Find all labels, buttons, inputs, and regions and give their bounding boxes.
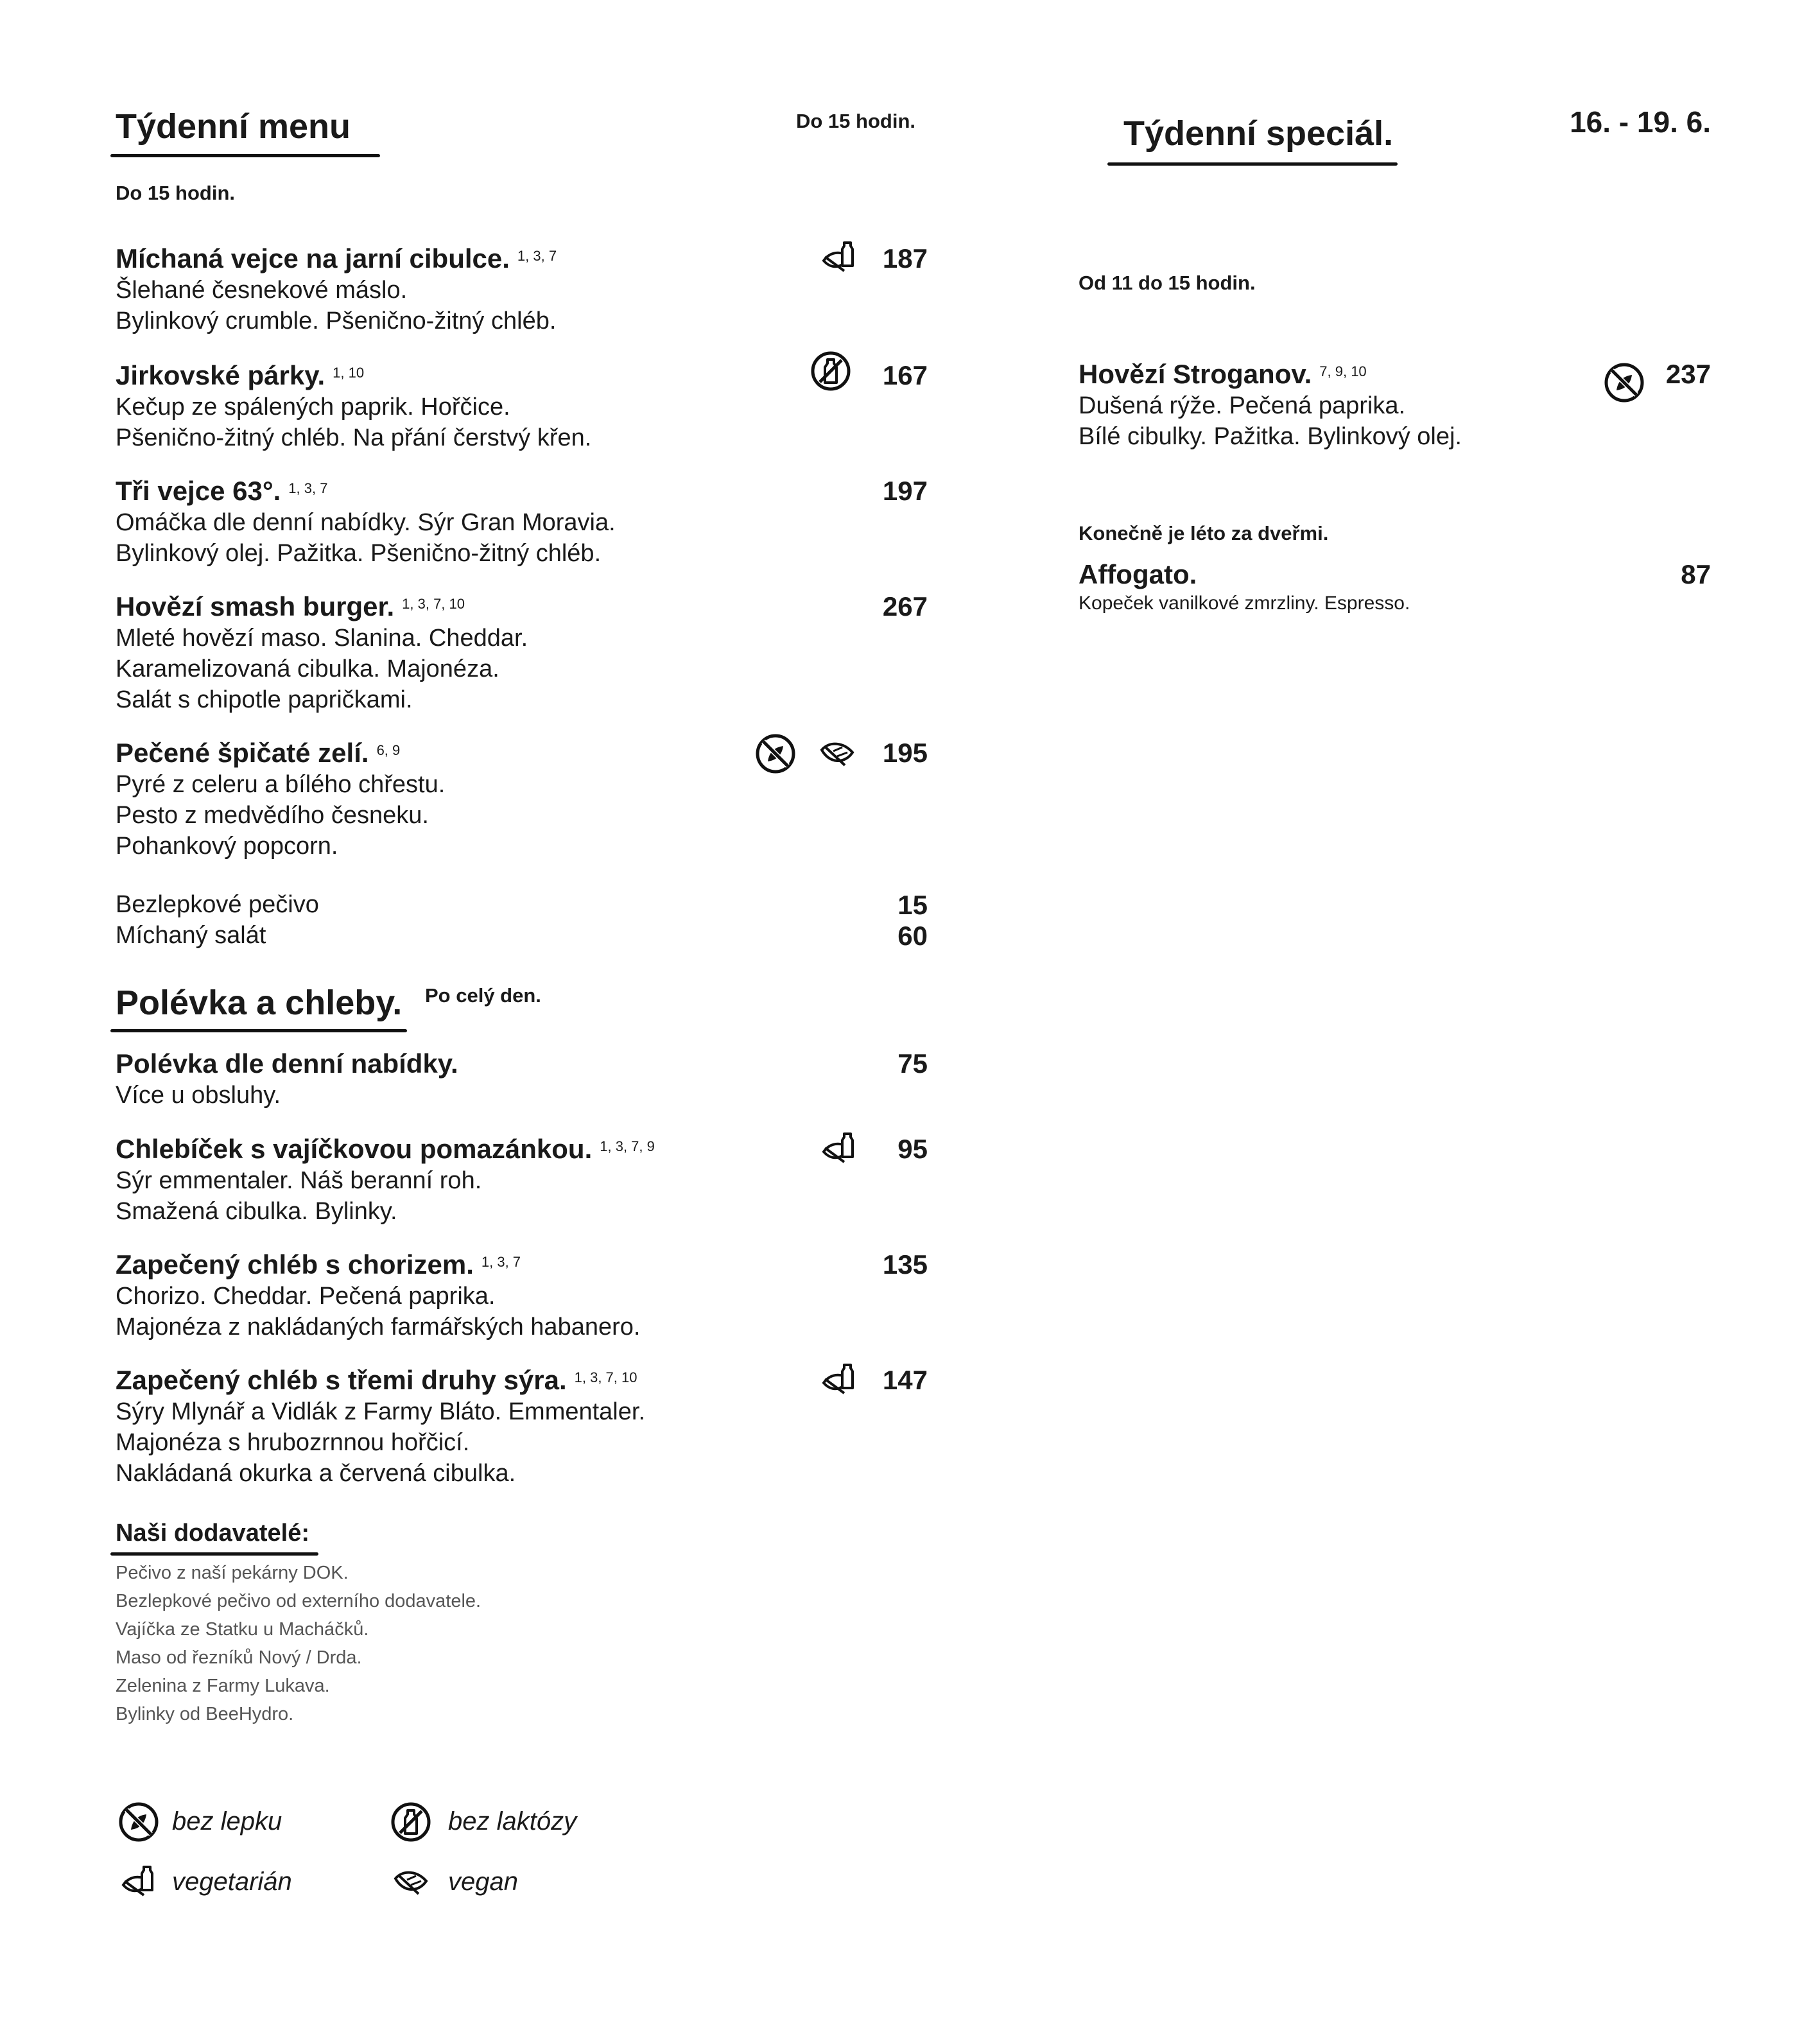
dessert-price: 87 — [1681, 559, 1711, 589]
menu-item-name: Polévka dle denní nabídky. — [116, 1048, 458, 1079]
menu-item-name: Míchaná vejce na jarní cibulce. $^{1, 3, 7}$ — [116, 243, 557, 273]
dessert-name: Affogato. — [1079, 559, 1197, 589]
allergens: 6, 9 — [376, 742, 401, 758]
dessert-item — [1079, 559, 1410, 616]
allergens: 1, 3, 7 — [517, 248, 557, 264]
supplier-line: Bezlepkové pečivo od externího dodavatele. — [116, 1591, 481, 1611]
suppliers-title-underline — [110, 1552, 318, 1556]
suppliers — [116, 1518, 309, 1548]
allergens: 1, 3, 7, 10 — [402, 596, 465, 612]
supplier-line: Bylinky od BeeHydro. — [116, 1704, 294, 1724]
menu-item-desc: Pohankový popcorn. — [116, 833, 338, 860]
menu-item — [116, 243, 557, 336]
menu-item-desc: Kečup ze spálených paprik. Hořčice. — [116, 394, 510, 421]
legend-label: bez laktózy — [448, 1807, 577, 1835]
dessert-note: Konečně je léto za dveřmi. — [1079, 522, 1329, 544]
soups-title: Polévka a chleby. — [116, 984, 403, 1022]
menu-item-desc: Smažená cibulka. Bylinky. — [116, 1198, 397, 1225]
menu-item — [116, 1249, 640, 1342]
menu-item — [116, 360, 591, 453]
allergens: 1, 3, 7, 10 — [574, 1369, 637, 1385]
allergens: 1, 3, 7 — [481, 1254, 521, 1270]
menu-item-name: Chlebíček s vajíčkovou pomazánkou. $^{1, 3, 7, 9}$ — [116, 1134, 655, 1164]
menu-item-desc: Bílé cibulky. Pažitka. Bylinkový olej. — [1079, 423, 1462, 450]
supplier-line: Pečivo z naší pekárny DOK. — [116, 1563, 349, 1583]
menu-item-desc: Pesto z medvědího česneku. — [116, 802, 429, 829]
menu-item-price: 75 — [897, 1048, 928, 1079]
menu-item-name: Hovězí Stroganov. $^{7, 9, 10}$ — [1079, 359, 1367, 389]
allergens: 1, 3, 7 — [288, 480, 328, 496]
menu-item-desc: Šlehané česnekové máslo. — [116, 277, 408, 304]
allergens: 1, 10 — [333, 365, 365, 381]
legend-label: vegetarián — [172, 1868, 292, 1896]
gluten-free-icon — [118, 1801, 159, 1843]
extra-item-name: Bezlepkové pečivo — [116, 891, 319, 918]
menu-item-name: Zapečený chléb s třemi druhy sýra. $^{1, 3, 7, 10}$ — [116, 1365, 637, 1395]
menu-item-desc: Sýry Mlynář a Vidlák z Farmy Bláto. Emmentaler. — [116, 1398, 645, 1425]
suppliers-list — [116, 1559, 481, 1728]
menu-item-price: 135 — [882, 1249, 928, 1280]
menu-item-price: 147 — [882, 1365, 928, 1395]
soups-title-underline — [110, 1029, 407, 1032]
weekly-menu-title-underline — [110, 154, 380, 157]
lactose-free-icon — [390, 1801, 431, 1843]
vegan-icon — [390, 1862, 431, 1903]
menu-item-price: 197 — [882, 476, 928, 506]
suppliers-title: Naši dodavatelé: — [116, 1520, 309, 1547]
menu-item — [116, 737, 445, 862]
menu-item-desc: Karamelizovaná cibulka. Majonéza. — [116, 655, 499, 682]
menu-item-desc: Pyré z celeru a bílého chřestu. — [116, 771, 446, 798]
menu-item-desc: Dušená rýže. Pečená paprika. — [1079, 392, 1406, 419]
menu-item-name: Pečené špičaté zelí. $^{6, 9}$ — [116, 738, 401, 768]
menu-item-desc: Nakládaná okurka a červená cibulka. — [116, 1460, 516, 1487]
supplier-line: Zelenina z Farmy Lukava. — [116, 1676, 330, 1696]
weekly-menu-subtitle-hours: Do 15 hodin. — [116, 182, 235, 204]
menu-item — [116, 475, 616, 569]
weekly-special-hours: Od 11 do 15 hodin. — [1079, 272, 1256, 294]
menu-item-desc: Majonéza z nakládaných farmářských habanero. — [116, 1314, 641, 1341]
menu-item — [116, 591, 528, 715]
menu-item-name: Jirkovské párky. $^{1, 10}$ — [116, 360, 365, 390]
supplier-line: Vajíčka ze Statku u Macháčků. — [116, 1619, 369, 1640]
menu-item-name: Hovězí smash burger. $^{1, 3, 7, 10}$ — [116, 591, 465, 621]
menu-item-desc: Sýr emmentaler. Náš beranní roh. — [116, 1167, 482, 1194]
weekly-menu-title: Týdenní menu — [116, 107, 351, 146]
menu-item-price: 95 — [897, 1134, 928, 1164]
menu-item-desc: Salát s chipotle papričkami. — [116, 686, 413, 713]
vegetarian-icon — [118, 1862, 159, 1903]
special-item — [1079, 358, 1462, 452]
menu-item-desc: Bylinkový olej. Pažitka. Pšeničnо-žitný chléb. — [116, 540, 602, 567]
weekly-special-dates: 16. - 19. 6. — [1570, 105, 1711, 139]
weekly-special-title: Týdenní speciál. — [1123, 114, 1394, 153]
extra-item-price: 15 — [897, 890, 928, 920]
menu-item-price: 167 — [882, 360, 928, 390]
legend-label: bez lepku — [172, 1807, 282, 1835]
extra-item-name: Míchaný salát — [116, 922, 266, 949]
menu-item — [116, 1133, 655, 1227]
gluten-free-icon — [755, 733, 796, 774]
menu-item-price: 187 — [882, 243, 928, 273]
menu-item-desc: Pšeničnо-žitný chléb. Na přání čerstvý křen. — [116, 424, 592, 451]
menu-item-desc: Chorizo. Cheddar. Pečená paprika. — [116, 1283, 496, 1310]
menu-item-price: 195 — [882, 738, 928, 768]
weekly-special-title-underline — [1107, 162, 1398, 166]
menu-item-name: Zapečený chléb s chorizem. $^{1, 3, 7}$ — [116, 1249, 521, 1280]
menu-item-desc: Více u obsluhy. — [116, 1082, 281, 1109]
extra-item-price: 60 — [897, 921, 928, 951]
allergens: 1, 3, 7, 9 — [600, 1138, 655, 1154]
weekly-menu-header-hours: Do 15 hodin. — [796, 110, 915, 132]
menu-item-desc: Mleté hovězí maso. Slanina. Cheddar. — [116, 625, 528, 652]
menu-item-desc: Bylinkový crumble. Pšeničnо-žitný chléb. — [116, 308, 557, 334]
dessert-desc: Kopeček vanilkové zmrzliny. Espresso. — [1079, 593, 1410, 614]
soups-hours: Po celý den. — [425, 984, 541, 1007]
legend-label: vegan — [448, 1868, 518, 1896]
menu-item-desc: Majonéza s hrubozrnnou hořčicí. — [116, 1429, 470, 1456]
allergens: 7, 9, 10 — [1319, 363, 1367, 379]
menu-item — [116, 1048, 458, 1111]
menu-item-price: 267 — [882, 591, 928, 621]
menu-item-name: Tři vejce 63°. $^{1, 3, 7}$ — [116, 476, 328, 506]
menu-item — [116, 1364, 645, 1489]
menu-item-desc: Omáčka dle denní nabídky. Sýr Gran Moravia. — [116, 509, 616, 536]
supplier-line: Maso od řezníků Nový / Drda. — [116, 1647, 362, 1668]
menu-item-price: 237 — [1665, 359, 1711, 389]
